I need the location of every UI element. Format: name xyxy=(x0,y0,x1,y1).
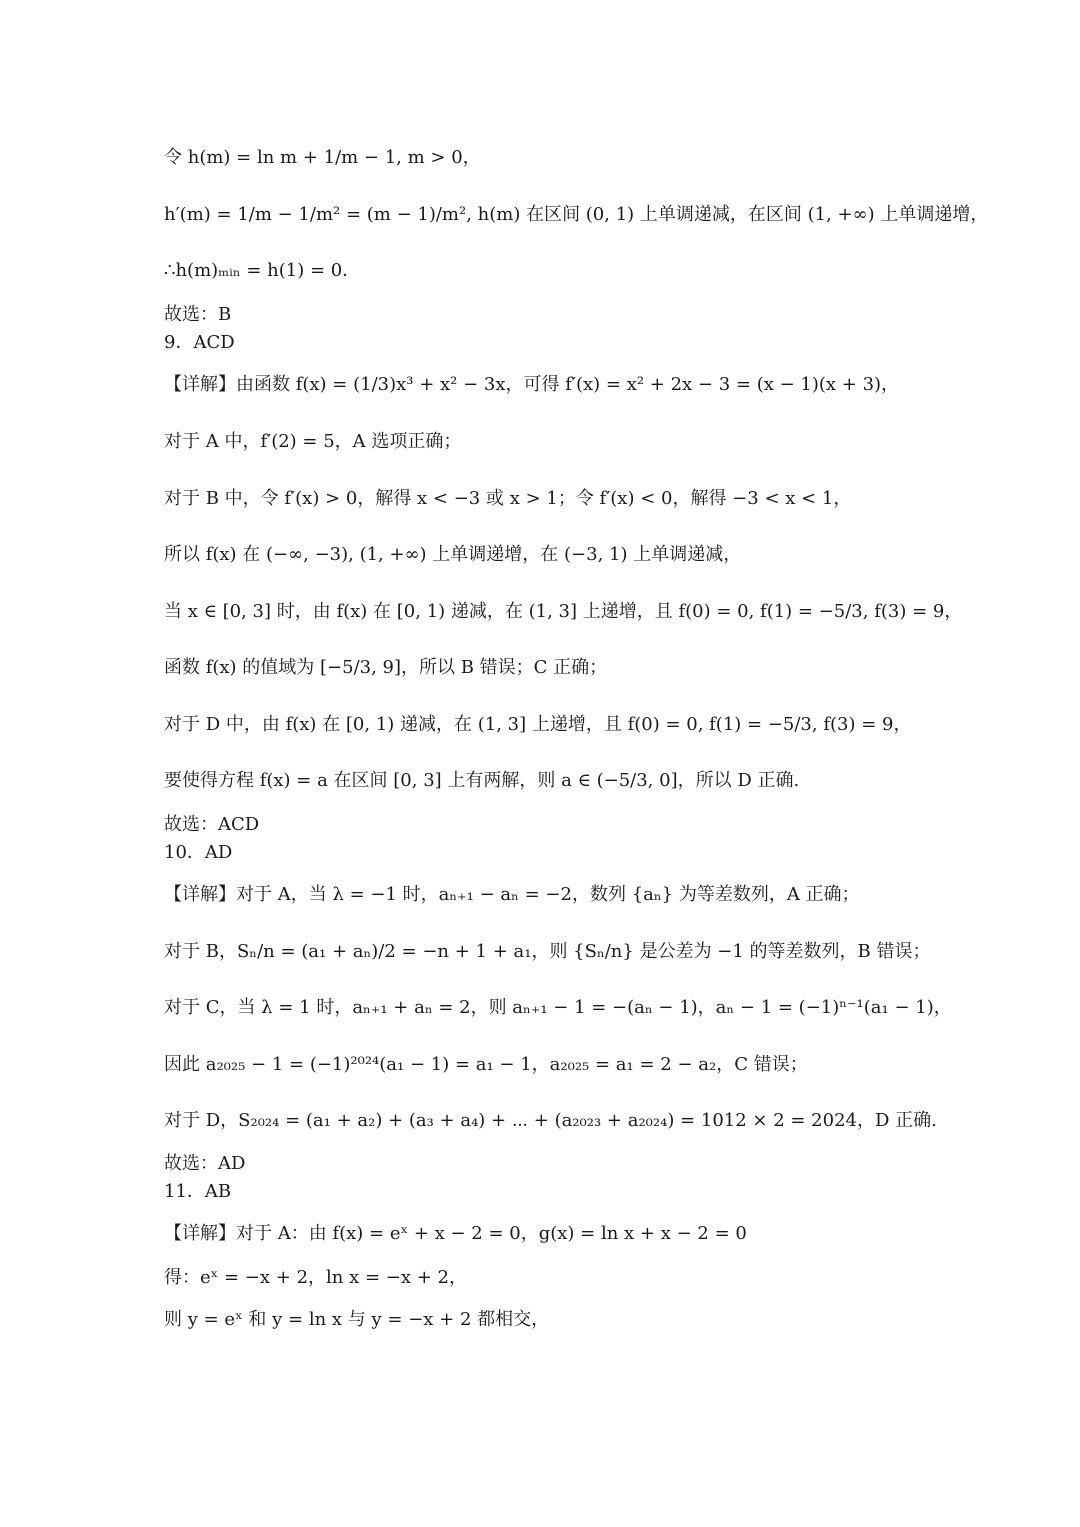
text-line-10-a: 【详解】对于 A，当 λ = −1 时，aₙ₊₁ − aₙ = −2，数列 {aₙ} 为等差数列，A 正确； xyxy=(164,884,860,905)
text-line-10-c-conclusion: 因此 a₂₀₂₅ − 1 = (−1)²⁰²⁴(a₁ − 1) = a₁ − 1，a₂₀₂₅ = a₁ = 2 − a₂，C 错误； xyxy=(164,1054,808,1075)
question-heading-10: 10．AD xyxy=(164,842,233,863)
text-line-9-range: 函数 f(x) 的值域为 [−5/3, 9]，所以 B 错误；C 正确； xyxy=(164,657,608,678)
text-line-9-d-conclusion: 要使得方程 f(x) = a 在区间 [0, 3] 上有两解，则 a ∈ (−5/3, 0]，所以 D 正确. xyxy=(164,770,800,791)
text-line-h-min: ∴h(m)ₘᵢₙ = h(1) = 0． xyxy=(164,260,361,281)
text-line-9-detail: 【详解】由函数 f(x) = (1/3)x³ + x² − 3x，可得 f′(x) = x² + 2x − 3 = (x − 1)(x + 3)， xyxy=(164,374,900,395)
text-line-10-b: 对于 B，Sₙ/n = (a₁ + aₙ)/2 = −n + 1 + a₁，则 {Sₙ/n} 是公差为 −1 的等差数列，B 错误； xyxy=(164,941,931,962)
text-line-11-equations: 得：eˣ = −x + 2，ln x = −x + 2， xyxy=(164,1267,467,1288)
text-line-10-c: 对于 C，当 λ = 1 时，aₙ₊₁ + aₙ = 2，则 aₙ₊₁ − 1 = −(aₙ − 1)，aₙ − 1 = (−1)ⁿ⁻¹(a₁ − 1)， xyxy=(164,997,952,1018)
text-line-11-intersect: 则 y = eˣ 和 y = ln x 与 y = −x + 2 都相交， xyxy=(164,1309,550,1330)
text-line-9-a: 对于 A 中，f′(2) = 5，A 选项正确； xyxy=(164,431,462,452)
answer-line-9: 故选：ACD xyxy=(164,814,260,835)
answer-line-10: 故选：AD xyxy=(164,1153,246,1174)
text-line-9-monotonic: 所以 f(x) 在 (−∞, −3), (1, +∞) 上单调递增，在 (−3, 1) 上单调递减， xyxy=(164,544,742,565)
text-line-h-definition: 令 h(m) = ln m + 1/m − 1, m > 0， xyxy=(164,147,481,168)
text-line-9-b: 对于 B 中，令 f′(x) > 0，解得 x < −3 或 x > 1；令 f′(x) < 0，解得 −3 < x < 1， xyxy=(164,488,852,509)
text-line-11-a: 【详解】对于 A：由 f(x) = eˣ + x − 2 = 0，g(x) = ln x + x − 2 = 0 xyxy=(164,1223,747,1244)
text-line-9-d: 对于 D 中，由 f(x) 在 [0, 1) 递减，在 (1, 3] 上递增，且 f(0) = 0, f(1) = −5/3, f(3) = 9， xyxy=(164,714,912,735)
answer-line-8: 故选：B xyxy=(164,304,232,325)
question-heading-11: 11．AB xyxy=(164,1181,232,1202)
question-heading-9: 9．ACD xyxy=(164,332,235,353)
text-line-10-d: 对于 D，S₂₀₂₄ = (a₁ + a₂) + (a₃ + a₄) + ⋯ + (a₂₀₂₃ + a₂₀₂₄) = 1012 × 2 = 2024，D 正确. xyxy=(164,1110,937,1131)
text-line-h-derivative: h′(m) = 1/m − 1/m² = (m − 1)/m², h(m) 在区间 (0, 1) 上单调递减，在区间 (1, +∞) 上单调递增， xyxy=(164,204,989,225)
text-line-9-interval: 当 x ∈ [0, 3] 时，由 f(x) 在 [0, 1) 递减，在 (1, 3] 上递增，且 f(0) = 0, f(1) = −5/3, f(3) = 9， xyxy=(164,601,963,622)
